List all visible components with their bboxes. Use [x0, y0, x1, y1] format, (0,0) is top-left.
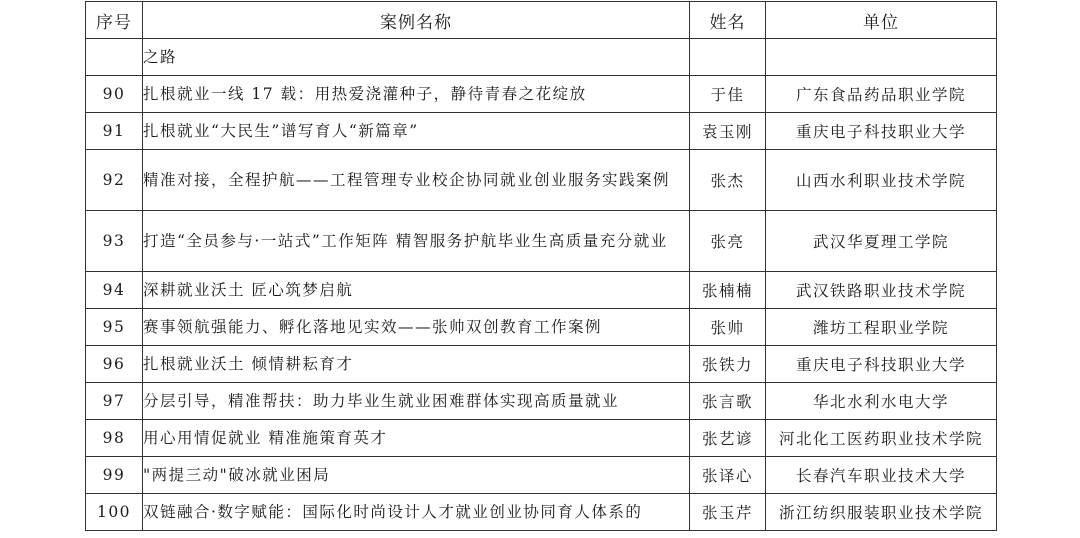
table-row: [86, 383, 997, 420]
row-unit: 潍坊工程职业学院: [766, 309, 997, 346]
row-person: 张艺谚: [690, 420, 766, 457]
row-unit: 长春汽车职业技术大学: [766, 457, 997, 494]
row-seq: 100: [86, 494, 143, 531]
header-seq: 序号: [86, 2, 143, 39]
row-seq: 91: [86, 113, 143, 150]
row-case-name: 双链融合·数字赋能：国际化时尚设计人才就业创业协同育人体系的: [143, 494, 690, 531]
row-case-name: 用心用情促就业 精准施策育英才: [143, 420, 690, 457]
row-seq: 98: [86, 420, 143, 457]
row-case-name: "两提三动"破冰就业困局: [143, 457, 690, 494]
row-case-name: 之路: [143, 39, 690, 76]
row-person: 张楠楠: [690, 272, 766, 309]
row-unit: 武汉铁路职业技术学院: [766, 272, 997, 309]
row-person: 张译心: [690, 457, 766, 494]
row-case-name: 扎根就业一线 17 载：用热爱浇灌种子，静待青春之花绽放: [143, 76, 690, 113]
row-seq: [86, 39, 143, 76]
row-case-name: 扎根就业沃土 倾情耕耘育才: [143, 346, 690, 383]
row-unit: 河北化工医药职业技术学院: [766, 420, 997, 457]
row-unit: 广东食品药品职业学院: [766, 76, 997, 113]
row-unit: 华北水利水电大学: [766, 383, 997, 420]
row-person: 张言歌: [690, 383, 766, 420]
table-row: [86, 272, 997, 309]
table-row: [86, 457, 997, 494]
table-row: [86, 346, 997, 383]
table-row: [86, 76, 997, 113]
row-seq: 93: [86, 211, 143, 272]
row-person: 于佳: [690, 76, 766, 113]
header-person: 姓名: [690, 2, 766, 39]
row-unit: 浙江纺织服装职业技术学院: [766, 494, 997, 531]
table-row: [86, 113, 997, 150]
row-case-name: 精准对接，全程护航——工程管理专业校企协同就业创业服务实践案例: [143, 150, 690, 211]
row-case-name: 深耕就业沃土 匠心筑梦启航: [143, 272, 690, 309]
row-case-name: 赛事领航强能力、孵化落地见实效——张帅双创教育工作案例: [143, 309, 690, 346]
row-person: 张铁力: [690, 346, 766, 383]
row-seq: 94: [86, 272, 143, 309]
table-row: [86, 39, 997, 76]
row-seq: 95: [86, 309, 143, 346]
header-unit: 单位: [766, 2, 997, 39]
row-unit: 重庆电子科技职业大学: [766, 346, 997, 383]
row-person: 袁玉刚: [690, 113, 766, 150]
row-unit: 武汉华夏理工学院: [766, 211, 997, 272]
row-seq: 92: [86, 150, 143, 211]
table-row: [86, 150, 997, 211]
table-row: [86, 494, 997, 531]
row-person: 张亮: [690, 211, 766, 272]
case-table: [85, 1, 997, 531]
row-person: 张玉芹: [690, 494, 766, 531]
row-person: 张杰: [690, 150, 766, 211]
table-row: [86, 420, 997, 457]
table-row: [86, 211, 997, 272]
row-seq: 96: [86, 346, 143, 383]
row-person: [690, 39, 766, 76]
row-seq: 97: [86, 383, 143, 420]
row-case-name: 扎根就业“大民生”谱写育人“新篇章”: [143, 113, 690, 150]
table-row: [86, 309, 997, 346]
row-unit: [766, 39, 997, 76]
row-unit: 山西水利职业技术学院: [766, 150, 997, 211]
row-case-name: 分层引导，精准帮扶：助力毕业生就业困难群体实现高质量就业: [143, 383, 690, 420]
row-case-name: 打造“全员参与·一站式”工作矩阵 精智服务护航毕业生高质量充分就业: [143, 211, 690, 272]
table-header-row: [86, 2, 997, 39]
row-unit: 重庆电子科技职业大学: [766, 113, 997, 150]
row-seq: 90: [86, 76, 143, 113]
row-person: 张帅: [690, 309, 766, 346]
row-seq: 99: [86, 457, 143, 494]
header-case-name: 案例名称: [143, 2, 690, 39]
